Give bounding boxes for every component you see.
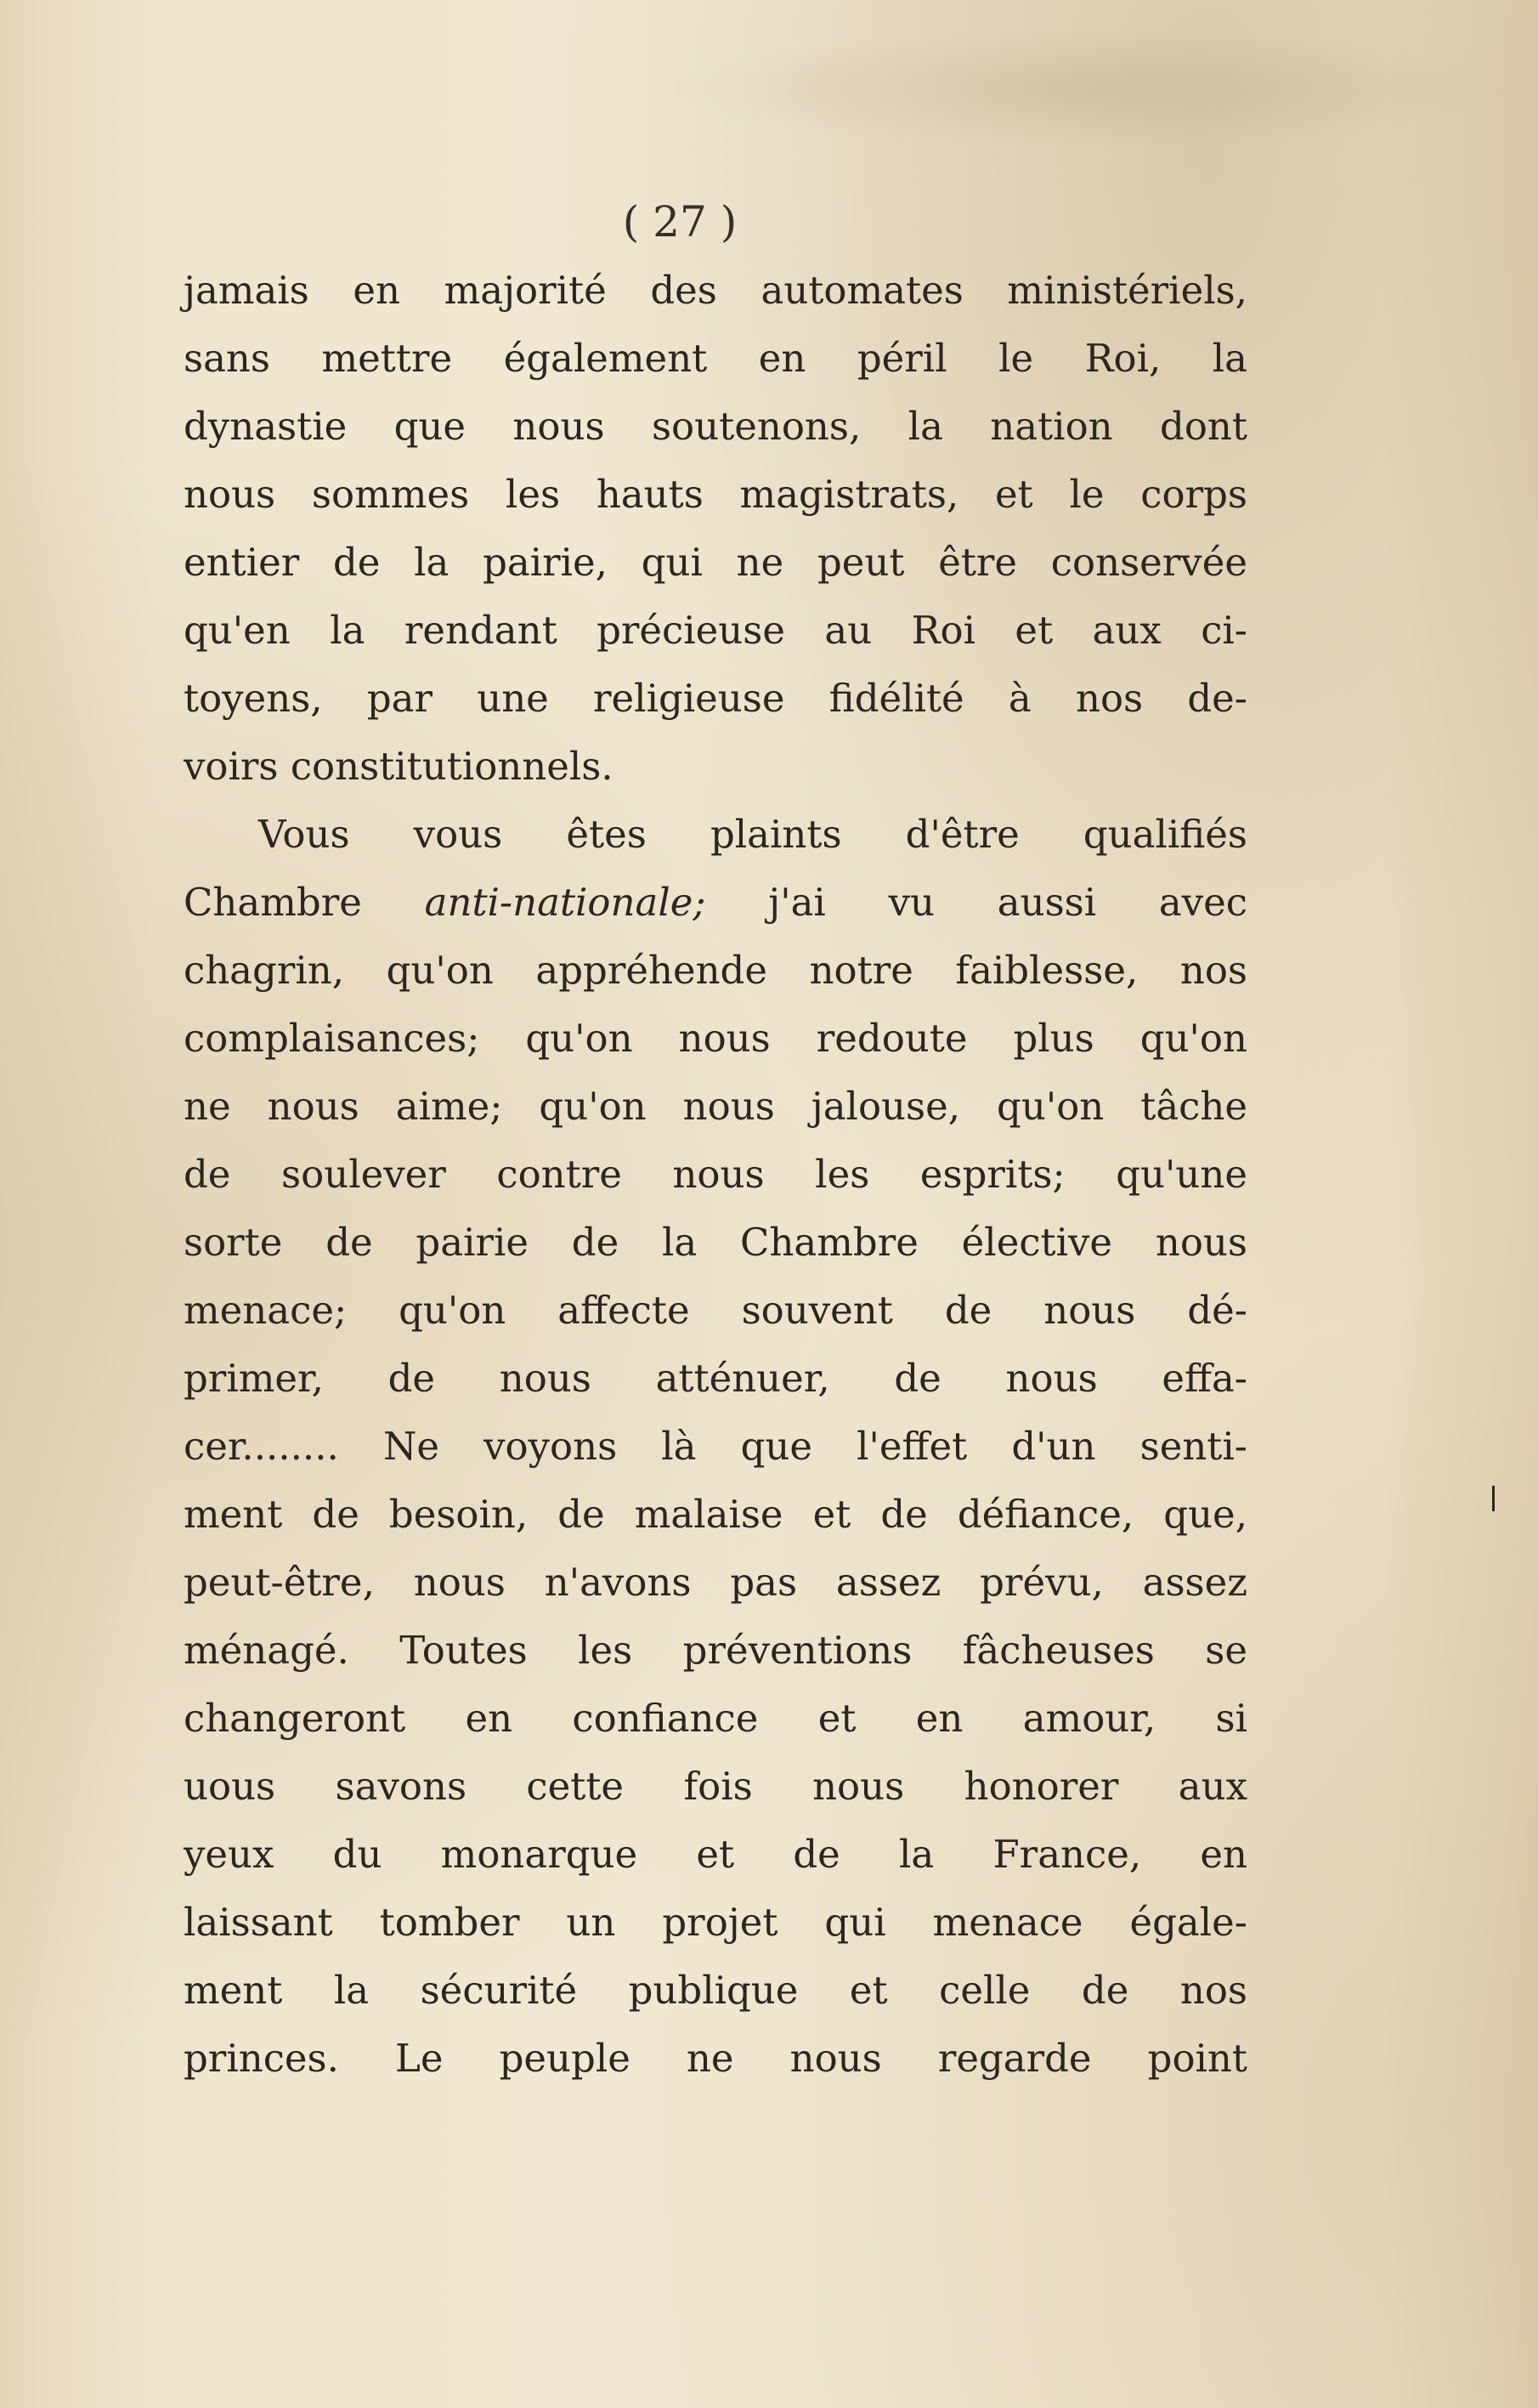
page-number: ( 27 ) xyxy=(622,197,738,246)
text-line: yeux du monarque et de la France, en xyxy=(184,1832,1247,1877)
margin-mark xyxy=(1492,1486,1495,1511)
text-line xyxy=(184,869,1247,937)
text-line: toyens, par une religieuse fidélité à nos de- xyxy=(184,676,1247,721)
text-line: entier de la pairie, qui ne peut être conservée xyxy=(184,540,1247,585)
show-through-stain xyxy=(663,29,1513,148)
text-line: uous savons cette fois nous honorer aux xyxy=(184,1764,1247,1809)
text-line: sorte de pairie de la Chambre élective nous xyxy=(184,1220,1247,1265)
text-line: laissant tomber un projet qui menace égale- xyxy=(184,1900,1247,1945)
text-line: jamais en majorité des automates ministériels, xyxy=(184,268,1247,313)
text-line: cer........ Ne voyons là que l'effet d'un senti- xyxy=(184,1424,1247,1469)
text-line: sans mettre également en péril le Roi, la xyxy=(184,336,1247,381)
text-line: nous sommes les hauts magistrats, et le corps xyxy=(184,472,1247,517)
text-line: complaisances; qu'on nous redoute plus qu'on xyxy=(184,1016,1247,1061)
italic-phrase: anti-nationale; xyxy=(424,880,706,925)
text-line: ne nous aime; qu'on nous jalouse, qu'on tâche xyxy=(184,1084,1247,1129)
text-line: princes. Le peuple ne nous regarde point xyxy=(184,2036,1247,2081)
text-line-paragraph-start: Vous vous êtes plaints d'être qualifiés xyxy=(258,812,1247,857)
text-line: qu'en la rendant précieuse au Roi et aux ci- xyxy=(184,608,1247,653)
text-line: ment la sécurité publique et celle de nos xyxy=(184,1968,1247,2013)
body-text xyxy=(184,257,1247,2093)
text-line: peut-être, nous n'avons pas assez prévu, assez xyxy=(184,1560,1247,1605)
text-line: changeront en confiance et en amour, si xyxy=(184,1696,1247,1741)
text-line: menace; qu'on affecte souvent de nous dé- xyxy=(184,1288,1247,1333)
text-line: chagrin, qu'on appréhende notre faiblesse, nos xyxy=(184,948,1247,993)
text-line: primer, de nous atténuer, de nous effa- xyxy=(184,1356,1247,1401)
line-segment: Chambre xyxy=(184,880,425,925)
text-line: voirs constitutionnels. xyxy=(184,744,614,789)
text-line: ménagé. Toutes les préventions fâcheuses se xyxy=(184,1628,1247,1673)
text-line: dynastie que nous soutenons, la nation dont xyxy=(184,404,1247,449)
line-segment: j'ai vu aussi avec xyxy=(705,880,1248,925)
text-line: ment de besoin, de malaise et de défiance, que, xyxy=(184,1492,1247,1537)
text-line: de soulever contre nous les esprits; qu'une xyxy=(184,1152,1247,1197)
